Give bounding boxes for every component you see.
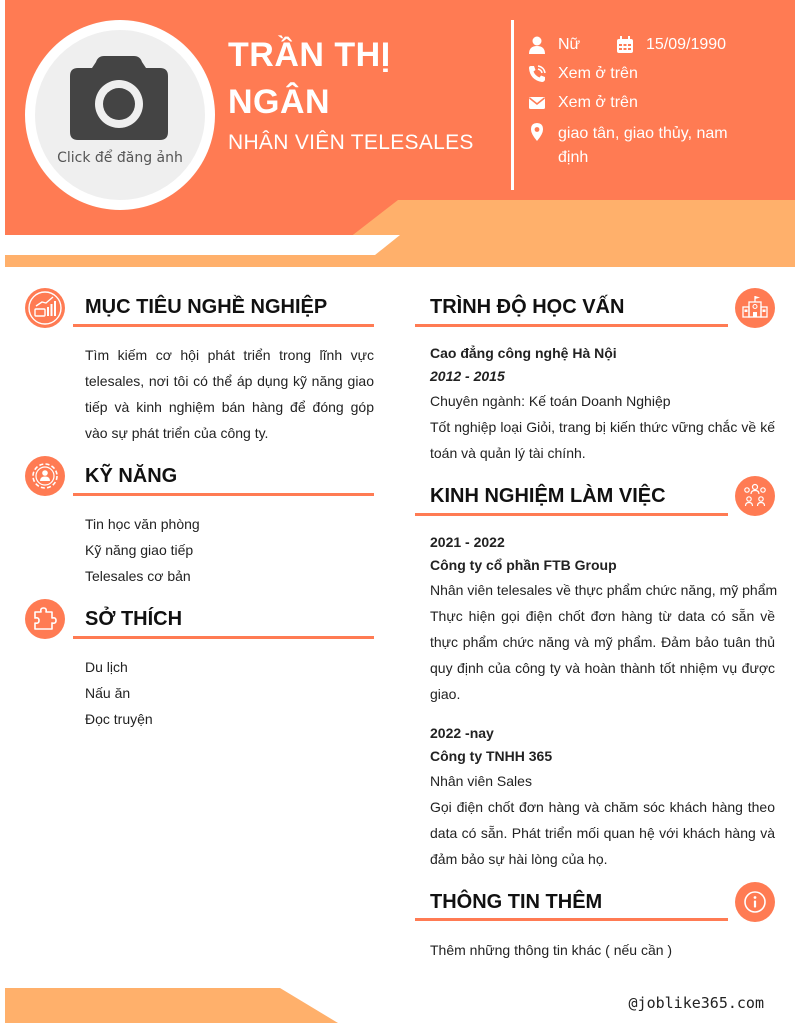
birthday-row — [616, 36, 766, 58]
skill-item: Tin học văn phòng — [85, 516, 200, 532]
info-icon — [735, 882, 775, 922]
birthday-value: 15/09/1990 — [646, 36, 727, 53]
camera-icon[interactable] — [68, 54, 170, 142]
hobbies-title: SỞ THÍCH — [85, 608, 183, 630]
hobby-item: Đọc truyện — [85, 711, 153, 727]
phone-row — [528, 65, 728, 87]
objective-text: Tìm kiếm cơ hội phát triển trong lĩnh vực telesales, nơi tôi có thể áp dụng kỹ năng giao tiếp và kinh nghiệm bán hàng để đóng góp vào sự phát triển của công ty. — [85, 347, 374, 441]
address-row — [528, 123, 748, 171]
school-building-icon — [735, 288, 775, 328]
footer-decoration — [5, 988, 345, 1023]
skills-title: KỸ NĂNG — [85, 465, 178, 487]
job-company: Công ty TNHH 365 — [430, 748, 553, 764]
gear-person-icon — [25, 456, 65, 496]
hobbies-section-icon — [25, 599, 65, 639]
candidate-name: TRẦN THỊ NGÂN — [228, 36, 391, 121]
objective-section-icon — [25, 288, 65, 328]
calendar-icon — [616, 36, 634, 54]
email-icon — [528, 94, 546, 112]
objective-title: MỤC TIÊU NGHỀ NGHIỆP — [85, 296, 328, 318]
hobby-item: Nấu ăn — [85, 685, 131, 701]
candidate-job-title: NHÂN VIÊN TELESALES — [228, 131, 474, 154]
email-value: Xem ở trên — [558, 94, 638, 111]
gender-value: Nữ — [558, 36, 581, 53]
location-pin-icon — [528, 123, 546, 141]
education-description: Tốt nghiệp loại Giỏi, trang bị kiến thức vững chắc về kế toán và quản lý tài chính. — [430, 419, 775, 461]
phone-value: Xem ở trên — [558, 65, 638, 82]
address-value: giao tân, giao thủy, nam định — [558, 125, 728, 166]
job-position: Nhân viên telesales về thực phẩm chức năng, mỹ phẩm — [430, 582, 778, 598]
gender-row — [528, 36, 618, 58]
cv-header — [5, 0, 795, 267]
education-period: 2012 - 2015 — [430, 368, 505, 384]
education-school: Cao đẳng công nghệ Hà Nội — [430, 345, 617, 361]
hobby-item: Du lịch — [85, 659, 128, 675]
growth-chart-icon — [25, 288, 65, 328]
person-icon — [528, 36, 546, 54]
skills-section-icon — [25, 456, 65, 496]
objective-underline — [73, 324, 374, 327]
experience-section-icon — [735, 476, 775, 516]
skill-item: Kỹ năng giao tiếp — [85, 542, 194, 558]
team-icon — [735, 476, 775, 516]
puzzle-piece-icon — [25, 599, 65, 639]
job-company: Công ty cổ phần FTB Group — [430, 557, 617, 573]
job-period: 2021 - 2022 — [430, 534, 505, 550]
education-title: TRÌNH ĐỘ HỌC VẤN — [430, 296, 625, 318]
job-position: Nhân viên Sales — [430, 773, 532, 789]
footer-credit: @joblike365.com — [628, 994, 764, 1012]
skill-item: Telesales cơ bản — [85, 568, 191, 584]
header-divider — [511, 20, 514, 190]
experience-title: KINH NGHIỆM LÀM VIỆC — [430, 485, 666, 507]
job-description: Thực hiện gọi điện chốt đơn hàng từ data có sẵn về thực phẩm chức năng và mỹ phẩm. Đảm bảo tuân thủ quy định của công ty và hoàn thành tốt nhiệm vụ được giao. — [430, 608, 775, 702]
extra-info-underline — [415, 918, 728, 921]
education-section-icon — [735, 288, 775, 328]
extra-info-title: THÔNG TIN THÊM — [430, 891, 603, 913]
extra-info-section-icon — [735, 882, 775, 922]
phone-icon — [528, 65, 546, 83]
education-major: Chuyên ngành: Kế toán Doanh Nghiệp — [430, 393, 671, 409]
email-row — [528, 94, 728, 116]
job-description: Gọi điện chốt đơn hàng và chăm sóc khách hàng theo data có sẵn. Phát triển mối quan hệ với khách hàng và đảm bảo sự hài lòng của họ. — [430, 799, 775, 867]
photo-upload-caption[interactable]: Click để đăng ảnh — [57, 150, 183, 166]
extra-info-text: Thêm những thông tin khác ( nếu cần ) — [430, 942, 673, 958]
skills-underline — [73, 493, 374, 496]
hobbies-underline — [73, 636, 374, 639]
education-underline — [415, 324, 728, 327]
experience-underline — [415, 513, 728, 516]
job-period: 2022 -nay — [430, 725, 494, 741]
